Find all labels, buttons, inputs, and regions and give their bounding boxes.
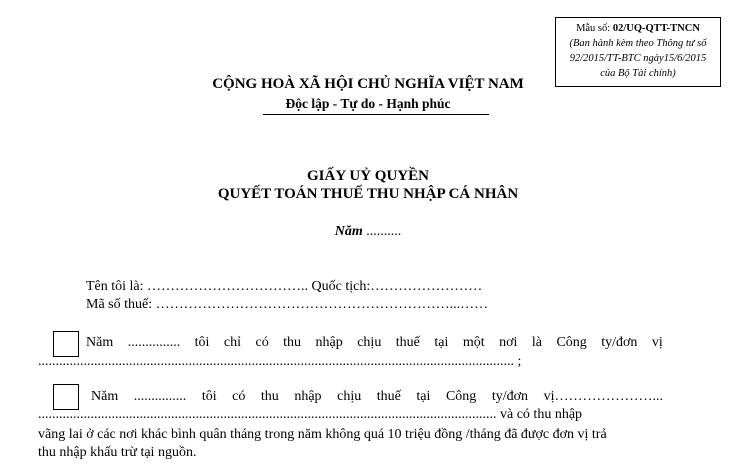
option2-line1 <box>91 389 663 405</box>
option1-word: chỉ <box>223 335 242 350</box>
option1-word: thuế <box>395 335 420 350</box>
form-code-label: Mẫu số: <box>576 23 613 34</box>
option1-word: chịu <box>357 335 382 350</box>
option2-line4: thu nhập khấu trừ tại nguồn. <box>38 445 197 460</box>
nation-heading: CỘNG HOÀ XÃ HỘI CHỦ NGHĨA VIỆT NAM <box>212 76 524 92</box>
tax-code-line: Mã số thuế: ………………………………………………………...…… <box>86 297 489 312</box>
option2-word: nhập <box>294 389 322 404</box>
year-line <box>0 224 736 240</box>
document-title: GIẤY UỶ QUYỀN <box>307 168 429 184</box>
option1-word: thu <box>283 335 302 350</box>
form-note-line2: 92/2015/TT-BTC ngày15/6/2015 <box>569 53 707 64</box>
option2-word: chịu <box>337 389 362 404</box>
option1-word: tại <box>434 335 449 350</box>
form-code-value: 02/UQ-QTT-TNCN <box>612 23 700 34</box>
option1-word: nơi <box>499 335 518 350</box>
option1-word: là <box>531 335 542 350</box>
option1-word: có <box>255 335 269 350</box>
option2-word: thu <box>260 389 279 404</box>
option1-word: ty/đơn <box>601 335 638 350</box>
option2-word: ty/đơn <box>491 389 529 404</box>
option1-word: vị <box>651 335 663 350</box>
option2-word: Năm <box>91 389 119 404</box>
option2-word: tôi <box>201 389 217 404</box>
year-label: Năm <box>334 224 363 239</box>
option1-word: Công <box>556 335 587 350</box>
option1-word: tôi <box>194 335 210 350</box>
option2-word: vị…………………... <box>543 389 663 404</box>
option1-word: nhập <box>315 335 343 350</box>
year-dots: .......... <box>362 224 402 239</box>
motto-heading: Độc lập - Tự do - Hạnh phúc <box>285 96 451 111</box>
option2-line2: ................................................................................................................................... và có thu nhập <box>38 407 583 422</box>
option1-line2: ........................................................................................................................................ ; <box>38 354 522 369</box>
form-note-line1: (Ban hành kèm theo Thông tư số <box>569 38 707 49</box>
option2-word: Công <box>445 389 477 404</box>
option1-line1 <box>86 335 663 351</box>
form-note-line3: của Bộ Tài chính) <box>600 68 676 79</box>
option2-word: có <box>232 389 246 404</box>
option1-word: Năm <box>86 335 114 350</box>
option1-word: một <box>462 335 485 350</box>
option2-word: tại <box>416 389 431 404</box>
option1-year-dots: ............... <box>127 335 181 350</box>
option2-year-dots: ............... <box>133 389 187 404</box>
motto-underline <box>263 114 489 115</box>
document-subtitle: QUYẾT TOÁN THUẾ THU NHẬP CÁ NHÂN <box>217 186 519 202</box>
option2-word: thuế <box>376 389 401 404</box>
option2-line3: vãng lai ở các nơi khác bình quân tháng trong năm không quá 10 triệu đồng /tháng đã được đơn vị trả <box>38 427 607 442</box>
name-nationality-line: Tên tôi là: …………………………….. Quốc tịch:…………………… <box>86 279 483 294</box>
